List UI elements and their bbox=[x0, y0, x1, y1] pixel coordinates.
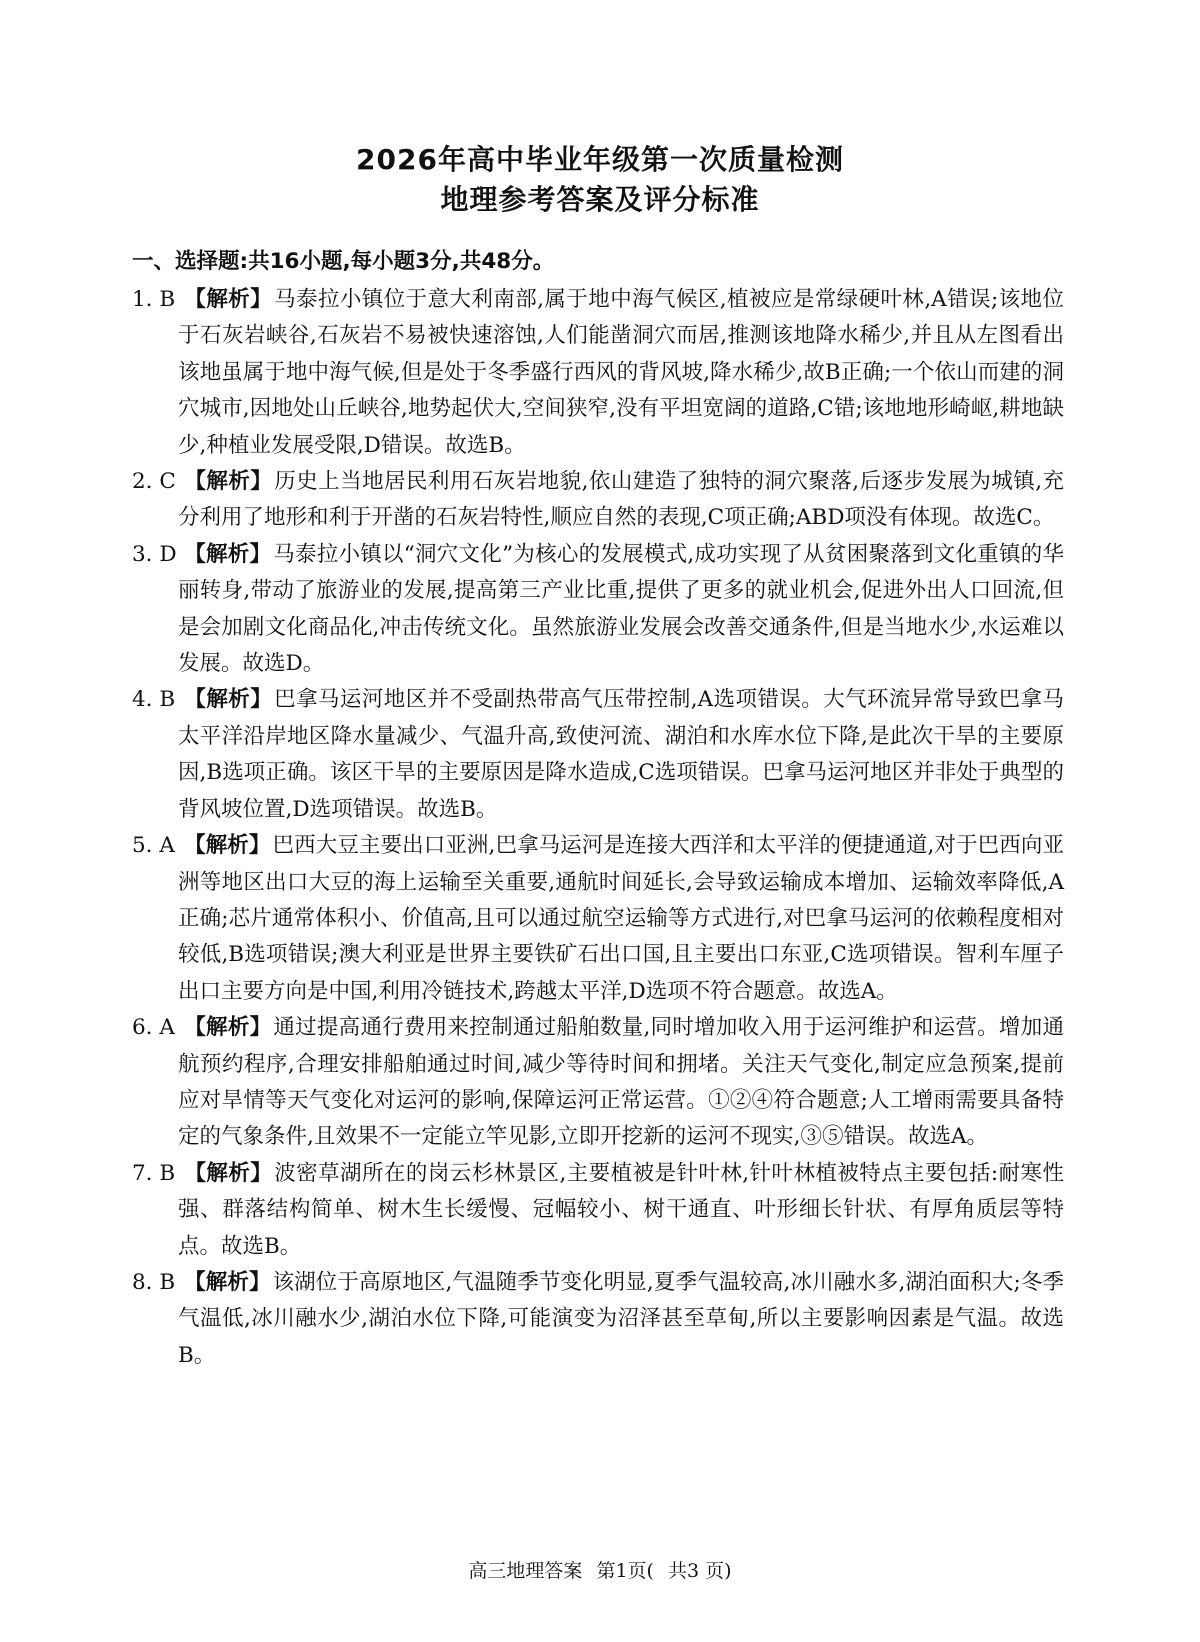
answer-item-4 bbox=[132, 682, 1064, 828]
answer-number: 4. B bbox=[132, 687, 176, 713]
analysis-tag: 【解析】 bbox=[184, 1015, 272, 1041]
analysis-tag: 【解析】 bbox=[184, 687, 273, 713]
answer-item-8 bbox=[132, 1265, 1064, 1374]
answer-item-6 bbox=[132, 1010, 1064, 1156]
answer-number: 5. A bbox=[132, 833, 175, 859]
analysis-tag: 【解析】 bbox=[184, 541, 272, 567]
analysis-text: 该湖位于高原地区,气温随季节变化明显,夏季气温较高,冰川融水多,湖泊面积大;冬季气温低,冰川融水少,湖泊水位下降,可能演变为沼泽甚至草甸,所以主要影响因素是气温。故选B。 bbox=[178, 1269, 1064, 1368]
analysis-tag: 【解析】 bbox=[184, 1269, 271, 1295]
answer-number: 7. B bbox=[132, 1160, 176, 1186]
footer-total-pages: 共3 页) bbox=[668, 1560, 732, 1582]
answer-item-3 bbox=[132, 537, 1064, 683]
analysis-tag: 【解析】 bbox=[184, 1160, 273, 1186]
analysis-text: 巴拿马运河地区并不受副热带高气压带控制,A选项错误。大气环流异常导致巴拿马太平洋沿岸地区降水量减少、气温升高,致使河流、湖泊和水库水位下降,是此次干旱的主要原因,B选项正确。该区干旱的主要原因是降水造成,C选项错误。巴拿马运河地区并非处于典型的背风坡位置,D选项错误。故选B。 bbox=[178, 687, 1064, 822]
footer-page-number: 第1页( bbox=[596, 1560, 654, 1582]
analysis-text: 巴西大豆主要出口亚洲,巴拿马运河是连接大西洋和太平洋的便捷通道,对于巴西向亚洲等地区出口大豆的海上运输至关重要,通航时间延长,会导致运输成本增加、运输效率降低,A正确;芯片通常体积小、价值高,且可以通过航空运输等方式进行,对巴拿马运河的依赖程度相对较低,B选项错误;澳大利亚是世界主要铁矿石出口国,且主要出口东亚,C选项错误。智利车厘子出口主要方向是中国,利用冷链技术,跨越太平洋,D选项不符合题意。故选A。 bbox=[178, 833, 1064, 1004]
answer-number: 8. B bbox=[132, 1269, 176, 1295]
analysis-text: 通过提高通行费用来控制通过船舶数量,同时增加收入用于运河维护和运营。增加通航预约程序,合理安排船舶通过时间,减少等待时间和拥堵。关注天气变化,制定应急预案,提前应对旱情等天气变化对运河的影响,保障运河正常运营。①②④符合题意;人工增雨需要具备特定的气象条件,且效果不一定能立竿见影,立即开挖新的运河不现实,③⑤错误。故选A。 bbox=[178, 1015, 1064, 1150]
answer-item-1 bbox=[132, 282, 1064, 464]
document-title: 2026年高中毕业年级第一次质量检测 bbox=[356, 143, 844, 176]
section-heading: 一、选择题:共16小题,每小题3分,共48分。 bbox=[132, 249, 555, 274]
answer-list bbox=[132, 282, 1064, 1374]
answer-item-2 bbox=[132, 464, 1064, 537]
answer-number: 1. B bbox=[132, 287, 176, 312]
analysis-tag: 【解析】 bbox=[184, 833, 271, 859]
answer-number: 2. C bbox=[132, 469, 176, 495]
page-footer bbox=[0, 1556, 1200, 1583]
document-subtitle: 地理参考答案及评分标准 bbox=[440, 183, 760, 216]
footer-subject: 高三地理答案 bbox=[468, 1560, 583, 1582]
answer-number: 6. A bbox=[132, 1015, 175, 1041]
answer-item-5 bbox=[132, 828, 1064, 1010]
analysis-tag: 【解析】 bbox=[184, 287, 273, 312]
analysis-text: 马泰拉小镇以“洞穴文化”为核心的发展模式,成功实现了从贫困聚落到文化重镇的华丽转身,带动了旅游业的发展,提高第三产业比重,提供了更多的就业机会,促进外出人口回流,但是会加剧文化商品化,冲击传统文化。虽然旅游业发展会改善交通条件,但是当地水少,水运难以发展。故选D。 bbox=[178, 541, 1064, 677]
answer-item-7 bbox=[132, 1156, 1064, 1265]
answer-number: 3. D bbox=[132, 541, 177, 567]
analysis-tag: 【解析】 bbox=[184, 469, 273, 495]
analysis-text: 波密草湖所在的岗云杉林景区,主要植被是针叶林,针叶林植被特点主要包括:耐寒性强、群落结构简单、树木生长缓慢、冠幅较小、树干通直、叶形细长针状、有厚角质层等特点。故选B。 bbox=[178, 1160, 1064, 1259]
analysis-text: 历史上当地居民利用石灰岩地貌,依山建造了独特的洞穴聚落,后逐步发展为城镇,充分利用了地形和利于开凿的石灰岩特性,顺应自然的表现,C项正确;ABD项没有体现。故选C。 bbox=[178, 469, 1064, 531]
analysis-text: 马泰拉小镇位于意大利南部,属于地中海气候区,植被应是常绿硬叶林,A错误;该地位于石灰岩峡谷,石灰岩不易被快速溶蚀,人们能凿洞穴而居,推测该地降水稀少,并且从左图看出该地虽属于地中海气候,但是处于冬季盛行西风的背风坡,降水稀少,故B正确;一个依山而建的洞穴城市,因地处山丘峡谷,地势起伏大,空间狭窄,没有平坦宽阔的道路,C错;该地地形崎岖,耕地缺少,种植业发展受限,D错误。故选B。 bbox=[178, 287, 1064, 458]
